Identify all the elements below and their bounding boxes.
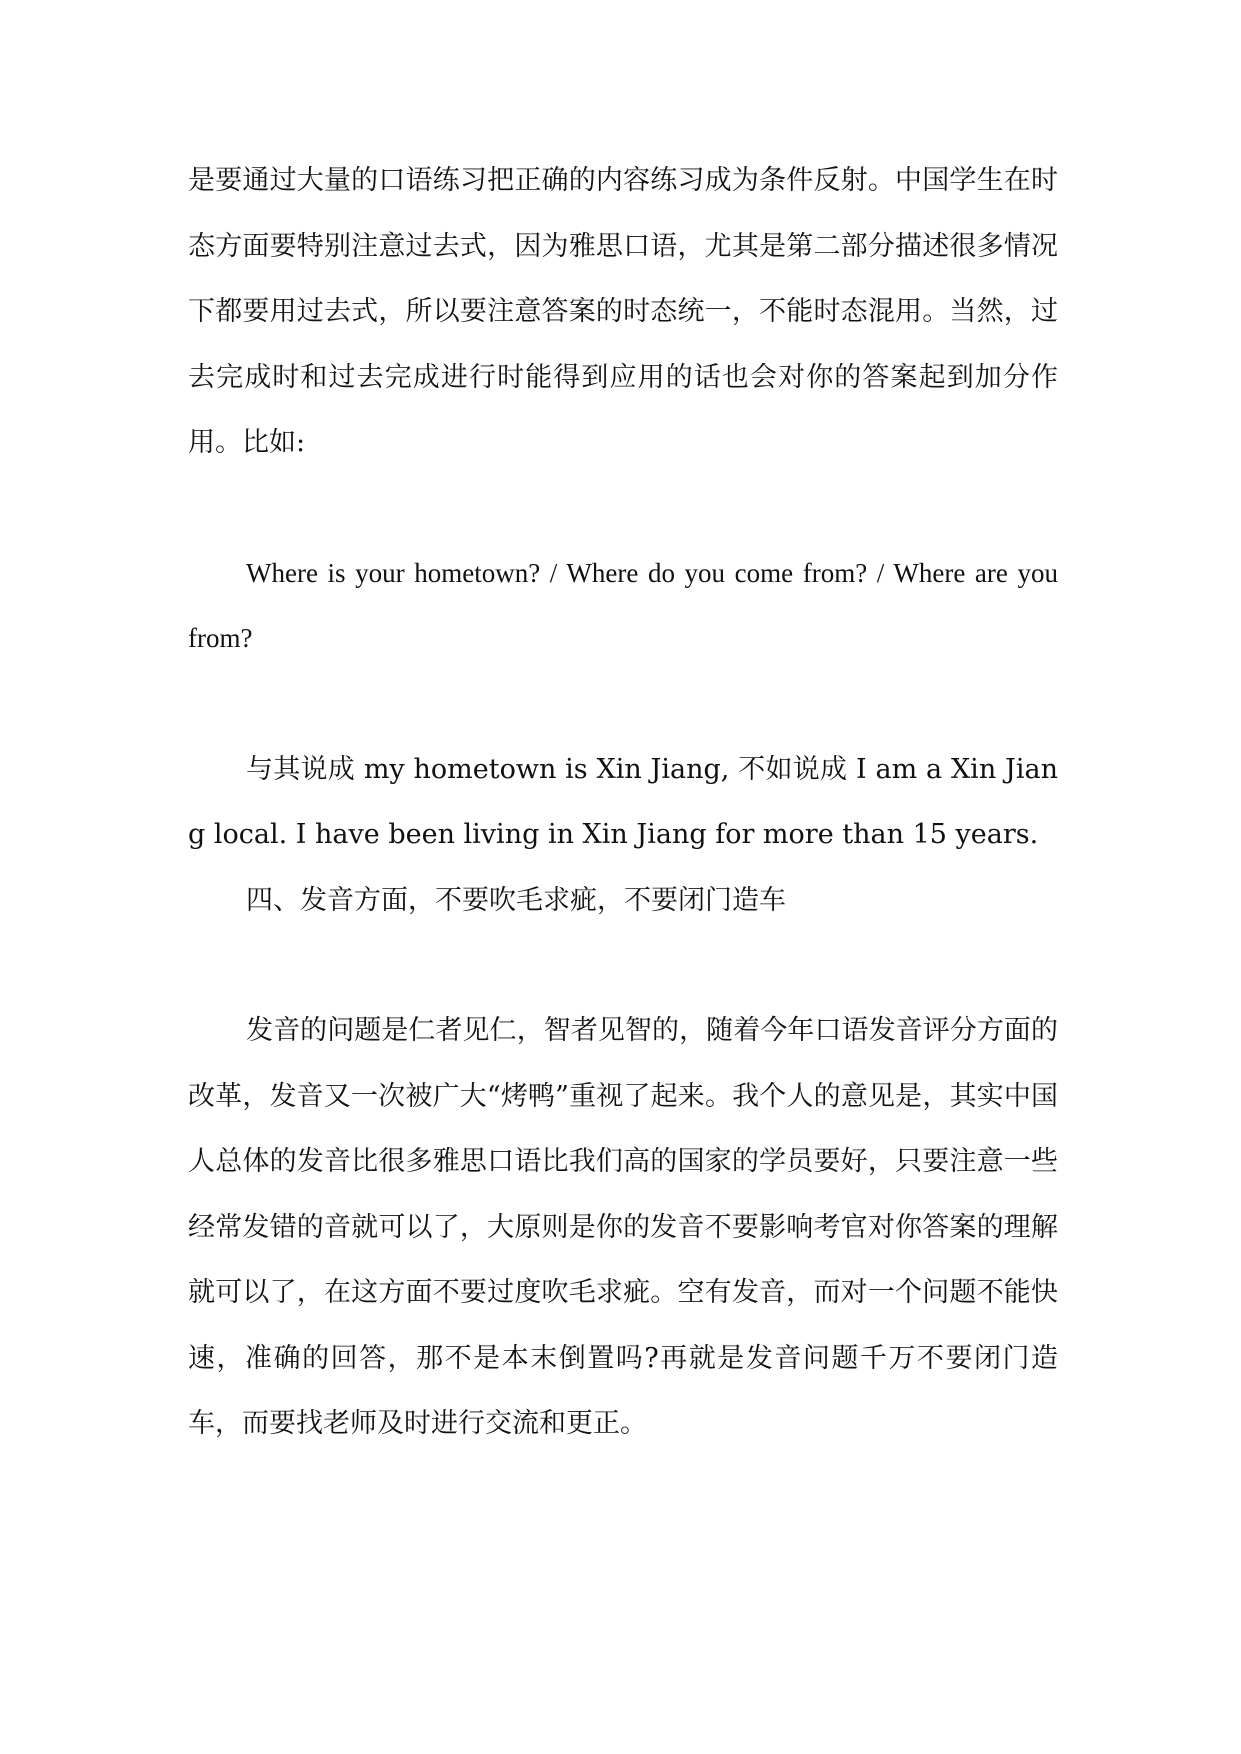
paragraph-example-questions: Where is your hometown? / Where do you come from? / Where are you from?	[188, 557, 1058, 653]
paragraph-tense-advice: 是要通过大量的口语练习把正确的内容练习成为条件反射。中国学生在时态方面要特别注意过去式，因为雅思口语，尤其是第二部分描述很多情况下都要用过去式，所以要注意答案的时态统一，不能时态混用。当然，过去完成时和过去完成进行时能得到应用的话也会对你的答案起到加分作用。比如:	[188, 165, 1058, 458]
section-heading-pronunciation: 四、发音方面，不要吹毛求疵，不要闭门造车	[246, 884, 786, 916]
paragraph-example-answer: 与其说成 my hometown is Xin Jiang, 不如说成 I am a Xin Jiang local. I have been living in Xin Jiang for more than 15 years.	[188, 753, 1058, 850]
paragraph-pronunciation-advice: 发音的问题是仁者见仁，智者见智的，随着今年口语发音评分方面的改革，发音又一次被广大“烤鸭”重视了起来。我个人的意见是，其实中国人总体的发音比很多雅思口语比我们高的国家的学员要好，只要注意一些经常发错的音就可以了，大原则是你的发音不要影响考官对你答案的理解就可以了，在这方面不要过度吹毛求疵。空有发音，而对一个问题不能快速，准确的回答，那不是本末倒置吗?再就是发音问题千万不要闭门造车，而要找老师及时进行交流和更正。	[188, 1015, 1058, 1439]
document-body	[188, 148, 1058, 1457]
